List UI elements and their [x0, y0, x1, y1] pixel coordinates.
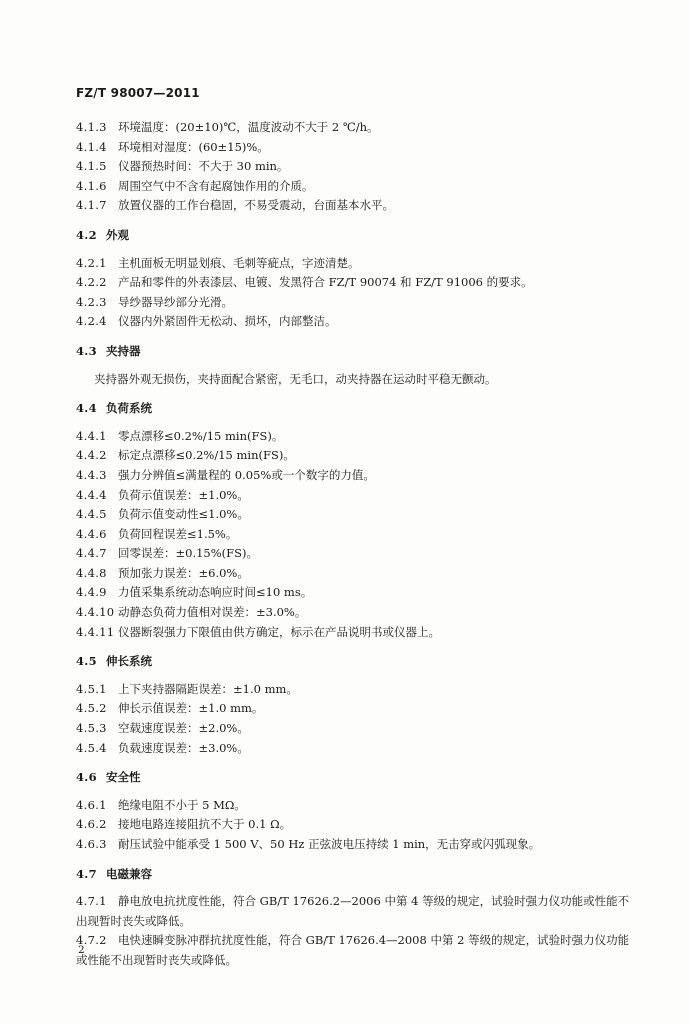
- clause: 4.4.5 负荷示值变动性≤1.0%。: [76, 507, 249, 522]
- clause: 4.1.3 环境温度：(20±10)℃，温度波动不大于 2 ℃/h。: [76, 120, 379, 134]
- clause: 4.2.3 导纱器导纱部分光滑。: [76, 294, 233, 309]
- section-4-4: [76, 399, 636, 642]
- section-4-2: [76, 226, 636, 332]
- clause: 4.7.1 静电放电抗扰度性能，符合 GB/T 17626.2—2006 中第 4 等级的规定，试验时强力仪功能或性能不出现暂时丧失或降低。: [76, 894, 630, 928]
- clause: 4.4.8 预加张力误差：±6.0%。: [76, 565, 249, 580]
- clause: 4.5.4 负载速度误差：±3.0%。: [76, 740, 249, 755]
- clause: 4.2.2 产品和零件的外表漆层、电镀、发黑符合 FZ/T 90074 和 FZ/T 91006 的要求。: [76, 275, 533, 290]
- clause: 4.4.4 负荷示值误差：±1.0%。: [76, 487, 249, 502]
- clause: 4.4.1 零点漂移≤0.2%/15 min(FS)。: [76, 428, 284, 443]
- clause: 4.5.1 上下夹持器隔距误差：±1.0 mm。: [76, 681, 298, 696]
- clause: 4.4.10 动静态负荷力值相对误差：±3.0%。: [76, 605, 307, 620]
- section-4-5: [76, 652, 636, 758]
- clause: 4.4.11 仪器断裂强力下限值由供方确定，标示在产品说明书或仪器上。: [76, 624, 440, 639]
- clause: 4.4.2 标定点漂移≤0.2%/15 min(FS)。: [76, 448, 295, 463]
- clause: 4.6.2 接地电路连接阻抗不大于 0.1 Ω。: [76, 817, 292, 832]
- clause: 4.5.2 伸长示值误差：±1.0 mm。: [76, 701, 264, 716]
- section-4-7: [76, 865, 636, 971]
- clause: 4.2.1 主机面板无明显划痕、毛刺等疵点，字迹清楚。: [76, 255, 360, 270]
- section-heading: 4.6 安全性: [76, 770, 141, 785]
- section-heading: 4.7 电磁兼容: [76, 866, 152, 881]
- section-heading: 4.2 外观: [76, 227, 129, 242]
- section-heading: 4.5 伸长系统: [76, 654, 152, 669]
- page-number: 2: [78, 944, 85, 956]
- document-body: [76, 118, 636, 971]
- paragraph: 夹持器外观无损伤，夹持面配合紧密，无毛口，动夹持器在运动时平稳无颤动。: [94, 371, 497, 386]
- section-heading: 4.4 负荷系统: [76, 401, 152, 416]
- section-4-3: [76, 342, 636, 389]
- clause: 4.4.6 负荷回程误差≤1.5%。: [76, 526, 238, 541]
- clause: 4.1.7 放置仪器的工作台稳固，不易受震动，台面基本水平。: [76, 198, 394, 213]
- clause: 4.1.4 环境相对湿度：(60±15)%。: [76, 139, 269, 154]
- clause: 4.2.4 仪器内外紧固件无松动、损坏，内部整洁。: [76, 314, 337, 329]
- clause: 4.4.7 回零误差：±0.15%(FS)。: [76, 546, 258, 561]
- clause: 4.5.3 空载速度误差：±2.0%。: [76, 721, 249, 736]
- clause: 4.1.6 周围空气中不含有起腐蚀作用的介质。: [76, 178, 314, 193]
- section-4-6: [76, 768, 636, 854]
- clause: 4.6.3 耐压试验中能承受 1 500 V、50 Hz 正弦波电压持续 1 min，无击穿或闪弧现象。: [76, 837, 541, 851]
- standard-code: FZ/T 98007—2011: [76, 86, 200, 100]
- section-heading: 4.3 夹持器: [76, 343, 141, 358]
- clause: 4.7.2 电快速瞬变脉冲群抗扰度性能，符合 GB/T 17626.4—2008 中第 2 等级的规定，试验时强力仪功能或性能不出现暂时丧失或降低。: [76, 933, 630, 967]
- clause: 4.4.9 力值采集系统动态响应时间≤10 ms。: [76, 585, 313, 600]
- clause: 4.4.3 强力分辨值≤满量程的 0.05%或一个数字的力值。: [76, 467, 375, 482]
- clause: 4.1.5 仪器预热时间：不大于 30 min。: [76, 159, 289, 174]
- clause: 4.6.1 绝缘电阻不小于 5 MΩ。: [76, 797, 246, 812]
- section-4-1: [76, 118, 636, 216]
